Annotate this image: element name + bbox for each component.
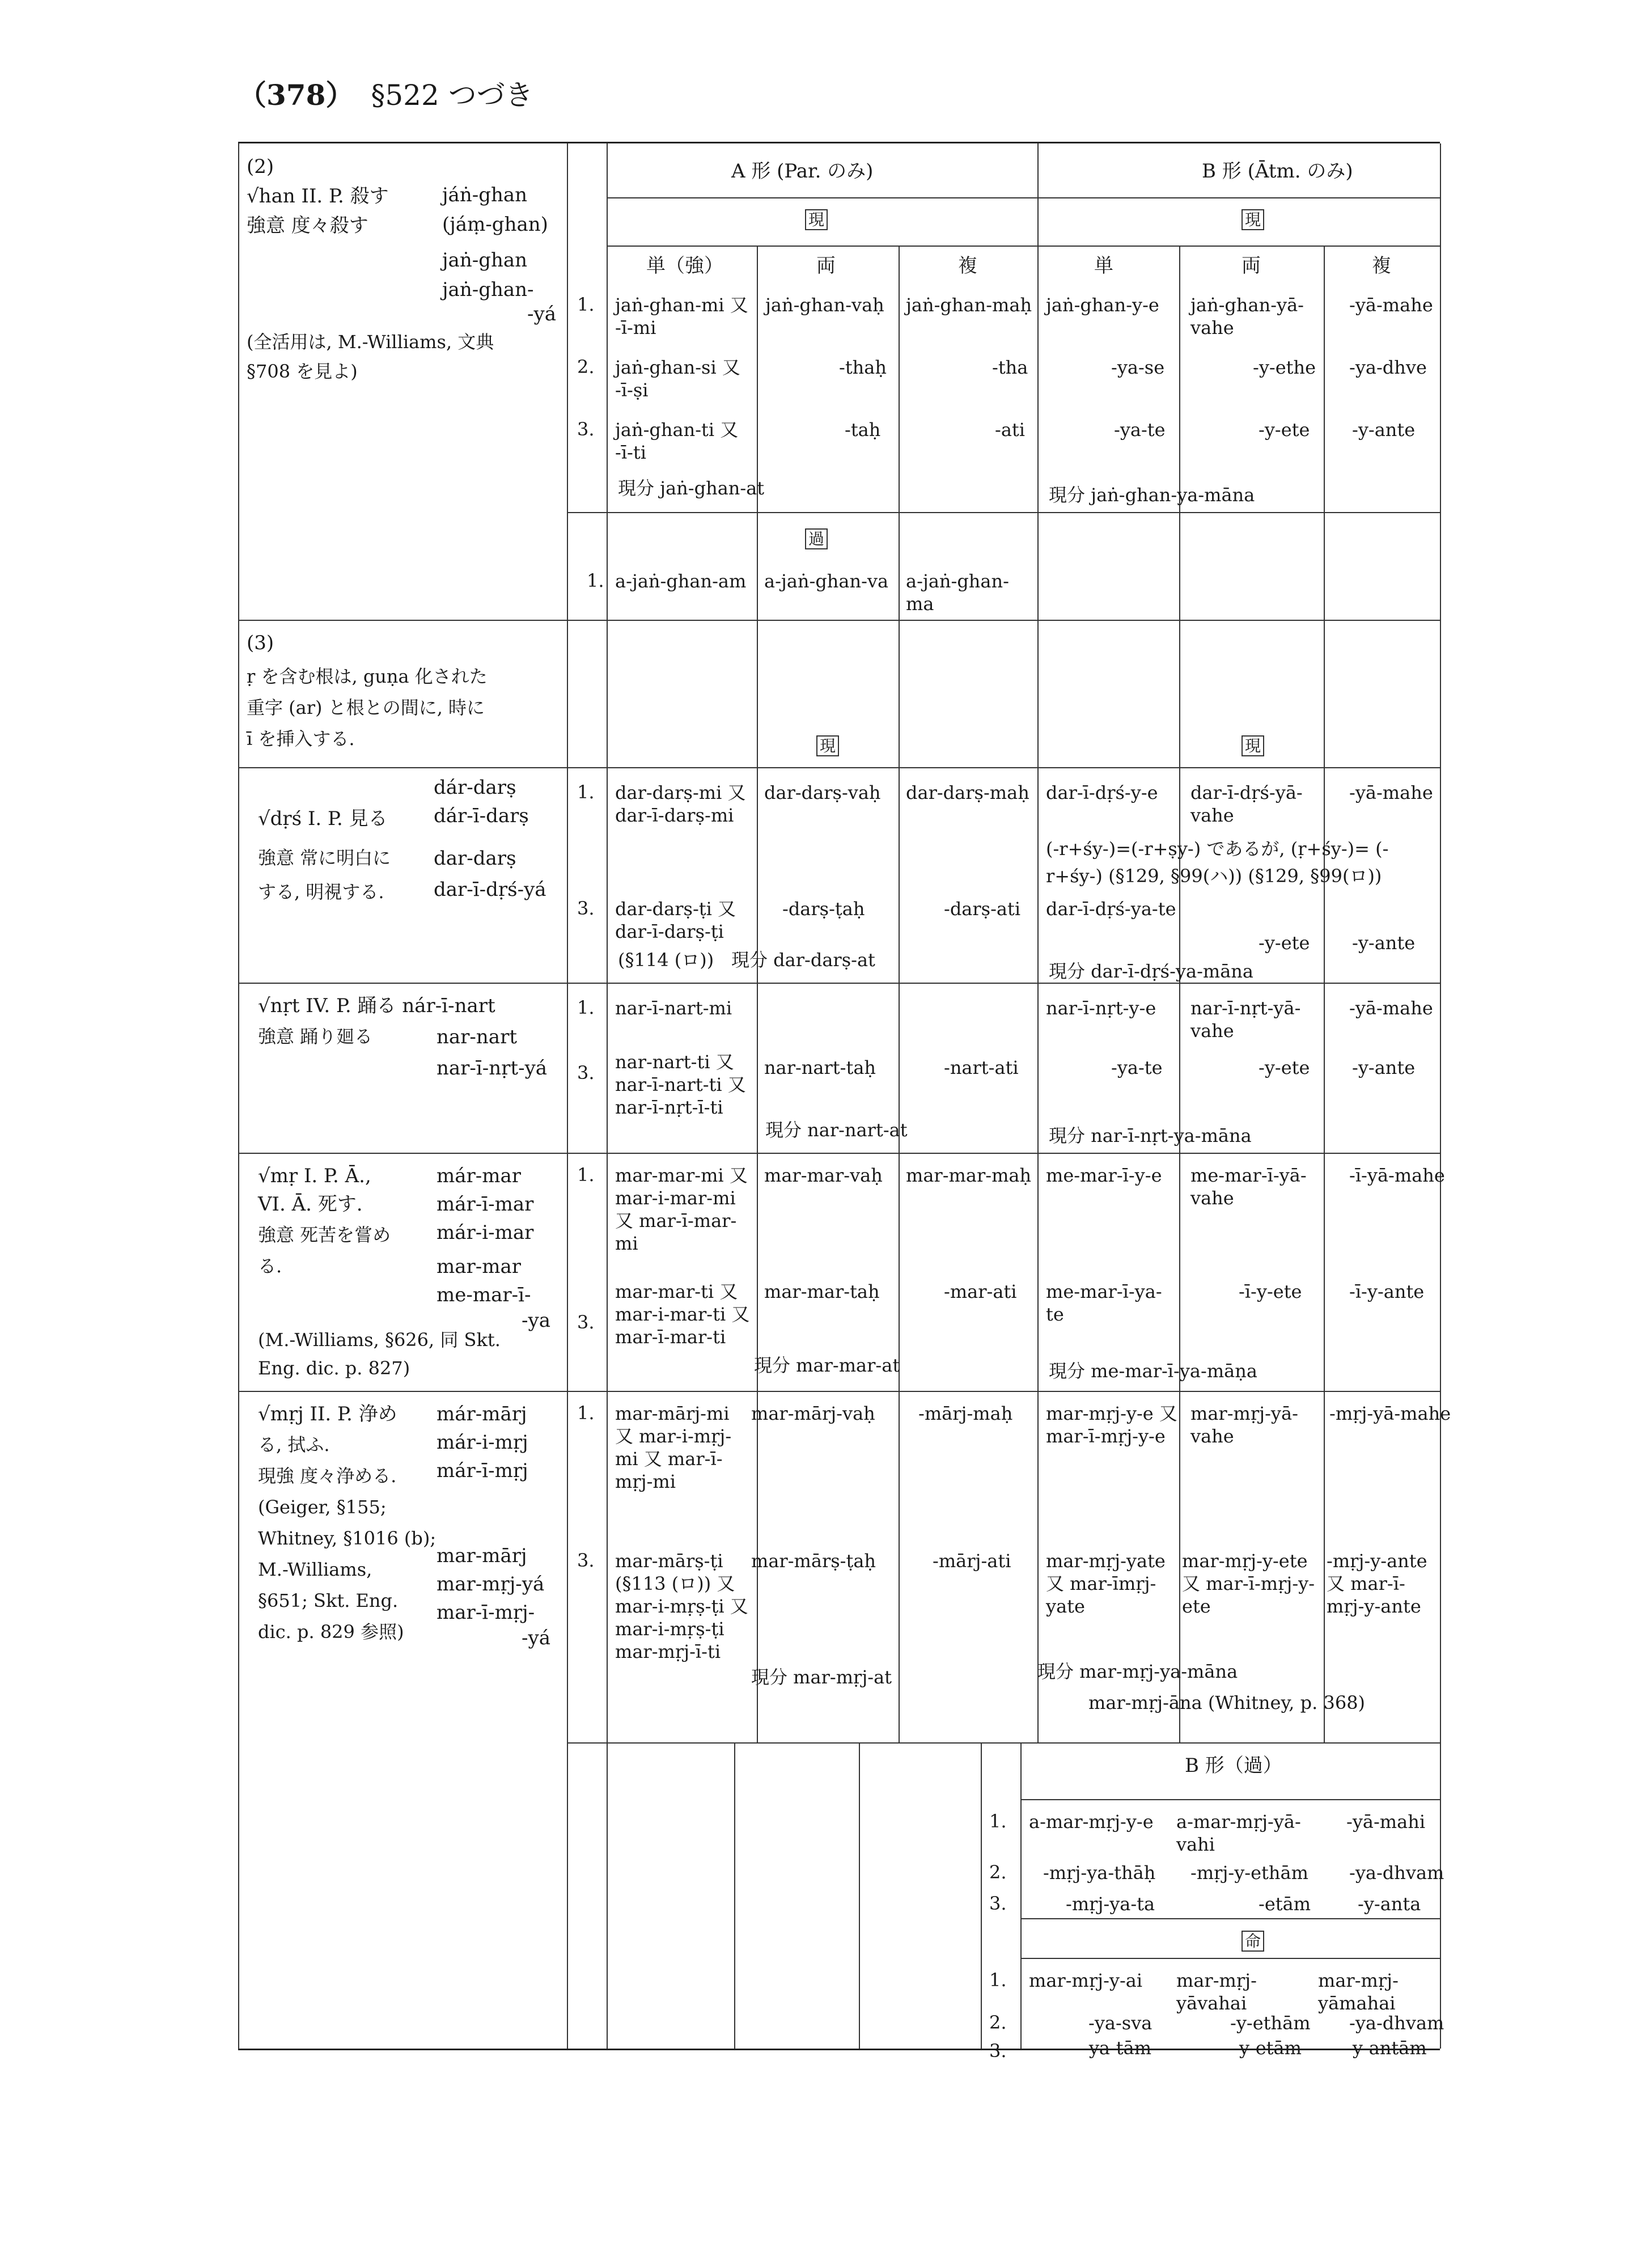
- a-form-header: A 形 (Par. のみ): [731, 160, 874, 183]
- conjugation-table: [238, 142, 1451, 2062]
- form-cell: -mārj-ati: [933, 1550, 1011, 1572]
- person-number: 1.: [577, 294, 595, 315]
- form-cell: mar-mar-maḥ: [906, 1165, 1032, 1186]
- note: dic. p. 829 参照): [258, 1621, 404, 1643]
- stem: me-mar-ī-: [437, 1284, 531, 1306]
- form-cell: a-jaṅ-ghan-ma: [906, 570, 1009, 615]
- form-cell: jaṅ-ghan-y-e: [1046, 294, 1159, 316]
- present-label: 現: [1242, 209, 1264, 230]
- grid-line: [899, 246, 900, 1742]
- stem: -yá: [527, 303, 556, 325]
- stem: dár-ī-darṣ: [434, 805, 529, 827]
- dual-header: 両: [1242, 255, 1261, 277]
- participle: 現分 jaṅ-ghan-at: [618, 477, 765, 499]
- form-cell: a-jaṅ-ghan-va: [764, 570, 889, 592]
- form-cell: -y-antām: [1346, 2037, 1427, 2059]
- participle: 現分 mar-mṛj-at: [751, 1666, 892, 1688]
- form-cell: -y-etām: [1233, 2037, 1302, 2059]
- form-cell: mar-mṛj-y-ai: [1029, 1970, 1143, 1991]
- form-cell: -ī-yā-mahe: [1349, 1165, 1445, 1186]
- form-cell: me-mar-ī-y-e: [1046, 1165, 1162, 1186]
- grid-line: [859, 1742, 860, 2049]
- person-number: 1.: [989, 1969, 1007, 1991]
- impf-header: [805, 526, 828, 551]
- form-cell: dar-darṣ-maḥ: [906, 782, 1029, 803]
- form-cell: -mṛj-ya-ta: [1066, 1893, 1155, 1915]
- form-cell: dar-ī-dṛś-yā-vahe: [1190, 782, 1303, 826]
- stem: már-i-mṛj: [437, 1431, 528, 1454]
- intensive-label: 強意 度々殺す: [247, 214, 368, 237]
- note: ī を挿入する.: [247, 728, 355, 750]
- person-number: 3.: [577, 1062, 595, 1084]
- grid-line: [1179, 246, 1180, 1742]
- form-cell: jaṅ-ghan-si 又 -ī-ṣi: [615, 357, 740, 401]
- participle: mar-mṛj-āna (Whitney, p. 368): [1088, 1692, 1366, 1713]
- note: (M.-Williams, §626, 同 Skt.: [258, 1329, 501, 1351]
- stem: -ya: [522, 1309, 550, 1332]
- intensive-label: 強意 死苦を嘗め: [258, 1224, 391, 1246]
- stem: nar-nart: [437, 1026, 517, 1048]
- participle: 現分 nar-ī-nṛt-ya-māna: [1049, 1125, 1252, 1146]
- grid-line: [238, 767, 1440, 768]
- grid-line: [1020, 1742, 1022, 2049]
- present-label: 現: [1242, 735, 1264, 756]
- person-number: 2.: [989, 1861, 1007, 1883]
- plural-header: 複: [1372, 255, 1391, 277]
- form-cell: -ya-tām: [1083, 2037, 1152, 2059]
- participle: 現分 jaṅ-ghan-ya-māna: [1049, 484, 1255, 506]
- stem: nar-ī-nṛt-yá: [437, 1057, 548, 1080]
- grid-line: [567, 143, 568, 2049]
- stem: már-mārj: [437, 1403, 527, 1425]
- form-cell: -taḥ: [845, 419, 881, 441]
- grid-line: [238, 620, 567, 621]
- form-cell: -nart-ati: [944, 1057, 1019, 1078]
- entry-label: (2): [247, 155, 274, 178]
- stem: jaṅ-ghan: [442, 249, 528, 272]
- grid-line: [981, 1742, 982, 2049]
- form-cell: -y-ethe: [1253, 357, 1316, 378]
- stem: mar-mārj: [437, 1545, 527, 1567]
- form-cell: -mar-ati: [944, 1281, 1017, 1302]
- stem: már-mar: [437, 1165, 522, 1187]
- person-number: 1.: [577, 997, 595, 1018]
- form-cell: -thaḥ: [839, 357, 887, 378]
- stem: dar-ī-dṛś-yá: [434, 878, 546, 901]
- form-cell: -y-ethām: [1230, 2012, 1311, 2034]
- form-cell: mar-mārṣ-ṭi (§113 (ロ)) 又 mar-i-mṛṣ-ṭi 又 mar-i-mṛṣ-ṭi mar-mṛj-ī-ti: [615, 1550, 748, 1662]
- note: §651; Skt. Eng.: [258, 1590, 399, 1611]
- root-label: √nṛt IV. P. 踊る nár-ī-nart: [258, 995, 495, 1017]
- grid-line: [757, 246, 758, 1742]
- grid-line: [238, 1391, 1440, 1392]
- opt-label: 命: [1242, 1931, 1264, 1952]
- form-cell: mar-mārṣ-ṭaḥ: [751, 1550, 876, 1572]
- form-cell: -yā-mahi: [1346, 1811, 1426, 1833]
- root-label: る, 拭ふ.: [258, 1434, 330, 1455]
- form-cell: mar-mārj-vaḥ: [751, 1403, 875, 1424]
- participle: 現分 me-mar-ī-ya-māṇa: [1049, 1360, 1257, 1382]
- form-cell: -yā-mahe: [1349, 782, 1433, 803]
- note: (Geiger, §155;: [258, 1496, 387, 1518]
- reference: (§114 (ロ)): [618, 949, 714, 971]
- participle: 現分 mar-mar-at: [754, 1355, 900, 1376]
- intensive-label: する, 明視する.: [258, 881, 384, 903]
- grid-line: [567, 620, 1440, 621]
- grid-line: [238, 143, 239, 2049]
- stem: jáṅ-ghan: [442, 184, 528, 206]
- form-cell: -y-ante: [1352, 932, 1416, 954]
- note: Eng. dic. p. 827): [258, 1357, 410, 1379]
- form-cell: me-mar-ī-ya-te: [1046, 1281, 1162, 1325]
- form-cell: mar-mar-vaḥ: [764, 1165, 883, 1186]
- form-cell: -y-ante: [1352, 1057, 1416, 1078]
- present-label: 現: [816, 735, 839, 756]
- present-header-b: [1242, 733, 1264, 758]
- form-cell: mar-mṛj-y-ete 又 mar-ī-mṛj-y-ete: [1182, 1550, 1315, 1617]
- page-number: （378）: [238, 78, 354, 112]
- person-number: 3.: [577, 1550, 595, 1571]
- stem: már-ī-mṛj: [437, 1459, 528, 1482]
- form-cell: me-mar-ī-yā-vahe: [1190, 1165, 1307, 1209]
- person-number: 1.: [577, 1402, 595, 1424]
- person-number: 2.: [577, 356, 595, 378]
- root-label: √mṛ I. P. Ā.,: [258, 1165, 371, 1187]
- person-number: 2.: [989, 2012, 1007, 2033]
- person-number: 3.: [989, 2040, 1007, 2062]
- form-cell: -mṛj-y-ethām: [1190, 1862, 1308, 1884]
- person-number: 1.: [577, 1164, 595, 1186]
- form-cell: dar-ī-dṛś-y-e: [1046, 782, 1158, 803]
- form-cell: -ati: [995, 419, 1025, 441]
- form-cell: mar-mṛj-yāmahai: [1318, 1970, 1399, 2014]
- section-label: §522 つづき: [371, 79, 533, 112]
- form-cell: -ya-dhvam: [1349, 1862, 1444, 1884]
- participle: 現分 dar-darṣ-at: [731, 949, 875, 971]
- form-cell: -darṣ-ṭaḥ: [782, 898, 865, 920]
- form-cell: -mṛj-yā-mahe: [1329, 1403, 1451, 1424]
- stem: jaṅ-ghan-: [442, 278, 534, 301]
- root-label: √mṛj II. P. 浄め: [258, 1403, 397, 1425]
- grid-line: [1037, 143, 1039, 1742]
- grid-line: [734, 1742, 735, 2049]
- note: (-r+śy-)=(-r+ṣy-) であるが, (ṛ+śy-)= (-r+śy-) (§129, §99(ハ)) (§129, §99(ロ)): [1046, 838, 1389, 887]
- form-cell: -etām: [1259, 1893, 1311, 1915]
- stem: mar-mar: [437, 1255, 522, 1278]
- form-cell: dar-darṣ-mi 又 dar-ī-darṣ-mi: [615, 782, 746, 826]
- sg-strong-header: 単（強）: [646, 255, 723, 277]
- grid-line: [567, 512, 1440, 513]
- participle: 現分 mar-mṛj-ya-māna: [1037, 1661, 1238, 1682]
- grid-line: [1324, 246, 1325, 1742]
- page-header: [238, 73, 533, 113]
- stem: dar-darṣ: [434, 847, 516, 870]
- form-cell: nar-ī-nṛt-yā-vahe: [1190, 997, 1301, 1042]
- root-label: √dṛś I. P. 見る: [258, 807, 388, 830]
- form-cell: jaṅ-ghan-vaḥ: [765, 294, 884, 316]
- form-cell: mar-mar-ti 又 mar-i-mar-ti 又 mar-ī-mar-ti: [615, 1281, 750, 1348]
- note: Whitney, §1016 (b);: [258, 1527, 437, 1549]
- note: §708 を見よ): [247, 361, 358, 382]
- form-cell: -darṣ-ati: [944, 898, 1021, 920]
- form-cell: mar-mṛj-yate 又 mar-īmṛj-yate: [1046, 1550, 1166, 1617]
- person-number: 1.: [989, 1810, 1007, 1832]
- person-number: 1.: [587, 570, 604, 591]
- grid-line: [1020, 1918, 1440, 1919]
- form-cell: -ya-sva: [1088, 2012, 1153, 2034]
- form-cell: -tha: [992, 357, 1028, 378]
- form-cell: a-mar-mṛj-y-e: [1029, 1811, 1154, 1833]
- person-number: 3.: [577, 1311, 595, 1333]
- root-label: √han II. P. 殺す: [247, 185, 389, 208]
- grid-line: [607, 143, 608, 2049]
- present-label: 現: [805, 209, 828, 230]
- form-cell: -y-anta: [1358, 1893, 1421, 1915]
- participle: 現分 nar-nart-at: [765, 1119, 908, 1141]
- form-cell: jaṅ-ghan-yā-vahe: [1190, 294, 1304, 338]
- form-cell: -mṛj-y-ante 又 mar-ī-mṛj-y-ante: [1327, 1550, 1427, 1617]
- form-cell: -yā-mahe: [1349, 294, 1433, 316]
- form-cell: -ī-y-ante: [1349, 1281, 1425, 1302]
- stem: már-i-mar: [437, 1221, 534, 1244]
- form-cell: nar-ī-nart-mi: [615, 997, 732, 1019]
- form-cell: mar-mṛj-y-e 又 mar-ī-mṛj-y-e: [1046, 1403, 1177, 1447]
- stem: már-ī-mar: [437, 1193, 534, 1216]
- form-cell: -mṛj-ya-thāḥ: [1043, 1862, 1156, 1884]
- form-cell: dar-darṣ-vaḥ: [764, 782, 881, 803]
- sg-header: 単: [1094, 255, 1113, 277]
- grid-line: [1020, 1958, 1440, 1959]
- plural-header: 複: [958, 255, 977, 277]
- intensive-label: 現強 度々浄める.: [258, 1465, 397, 1487]
- form-cell: -ya-se: [1111, 357, 1165, 378]
- stem: mar-ī-mṛj-: [437, 1601, 535, 1624]
- note: 重字 (ar) と根との間に, 時に: [247, 697, 485, 718]
- b-impf-header: B 形（過）: [1185, 1754, 1282, 1777]
- present-header-a: [805, 207, 828, 231]
- intensive-label: る.: [258, 1255, 282, 1277]
- form-cell: -ya-dhvam: [1349, 2012, 1444, 2034]
- dual-header: 両: [816, 255, 836, 277]
- grid-line: [607, 246, 1440, 247]
- entry-label: (3): [247, 632, 274, 654]
- grid-line: [1020, 1799, 1440, 1800]
- person-number: 3.: [577, 418, 595, 440]
- form-cell: nar-nart-taḥ: [764, 1057, 876, 1078]
- form-cell: -mārj-maḥ: [918, 1403, 1013, 1424]
- root-label: VI. Ā. 死す.: [258, 1193, 363, 1216]
- grid-line: [567, 1742, 1440, 1744]
- form-cell: nar-nart-ti 又 nar-ī-nart-ti 又 nar-ī-nṛt-ī-ti: [615, 1051, 746, 1118]
- stem: -yá: [522, 1627, 550, 1649]
- form-cell: -yā-mahe: [1349, 997, 1433, 1019]
- stem: dár-darṣ: [434, 776, 516, 799]
- intensive-label: 強意 踊り廻る: [258, 1026, 373, 1047]
- form-cell: -ya-te: [1114, 419, 1166, 441]
- form-cell: -y-ete: [1259, 419, 1310, 441]
- form-cell: mar-mṛj-yāvahai: [1176, 1970, 1257, 2014]
- note: (全活用は, M.-Williams, 文典: [247, 331, 494, 353]
- note: ṛ を含む根は, guṇa 化された: [247, 666, 488, 687]
- present-header-b: [1242, 207, 1264, 231]
- participle: 現分 dar-ī-dṛś-ya-māna: [1049, 960, 1253, 982]
- present-header-a: [816, 733, 839, 758]
- form-cell: -ya-te: [1111, 1057, 1163, 1078]
- stem: (jáṃ-ghan): [442, 213, 548, 236]
- person-number: 3.: [989, 1893, 1007, 1914]
- form-cell: mar-mar-taḥ: [764, 1281, 880, 1302]
- grid-line: [238, 1153, 1440, 1154]
- form-cell: nar-ī-nṛt-y-e: [1046, 997, 1156, 1019]
- form-cell: a-mar-mṛj-yā-vahi: [1176, 1811, 1301, 1855]
- form-cell: mar-mārj-mi 又 mar-i-mṛj-mi 又 mar-ī-mṛj-mi: [615, 1403, 732, 1492]
- grid-line: [238, 983, 1440, 984]
- form-cell: jaṅ-ghan-ti 又 -ī-ti: [615, 419, 739, 463]
- form-cell: dar-ī-dṛś-ya-te: [1046, 898, 1176, 920]
- person-number: 1.: [577, 781, 595, 803]
- form-cell: -ī-y-ete: [1239, 1281, 1302, 1302]
- form-cell: -y-ete: [1259, 1057, 1310, 1078]
- form-cell: jaṅ-ghan-mi 又 -ī-mi: [615, 294, 748, 338]
- note: M.-Williams,: [258, 1559, 372, 1580]
- form-cell: mar-mṛj-yā-vahe: [1190, 1403, 1298, 1447]
- form-cell: -y-ete: [1259, 932, 1310, 954]
- form-cell: mar-mar-mi 又 mar-i-mar-mi 又 mar-ī-mar-mi: [615, 1165, 748, 1254]
- form-cell: a-jaṅ-ghan-am: [615, 570, 747, 592]
- form-cell: jaṅ-ghan-maḥ: [906, 294, 1032, 316]
- form-cell: dar-darṣ-ṭi 又 dar-ī-darṣ-ṭi: [615, 898, 736, 942]
- stem: mar-mṛj-yá: [437, 1573, 545, 1596]
- b-form-header: B 形 (Ātm. のみ): [1202, 160, 1353, 183]
- impf-label: 過: [805, 528, 828, 549]
- form-cell: -y-ante: [1352, 419, 1416, 441]
- opt-header: [1242, 1928, 1264, 1953]
- grid-line: [607, 197, 1440, 198]
- person-number: 3.: [577, 898, 595, 919]
- intensive-label: 強意 常に明白に: [258, 847, 391, 869]
- form-cell: -ya-dhve: [1349, 357, 1427, 378]
- grid-line: [1440, 143, 1441, 2049]
